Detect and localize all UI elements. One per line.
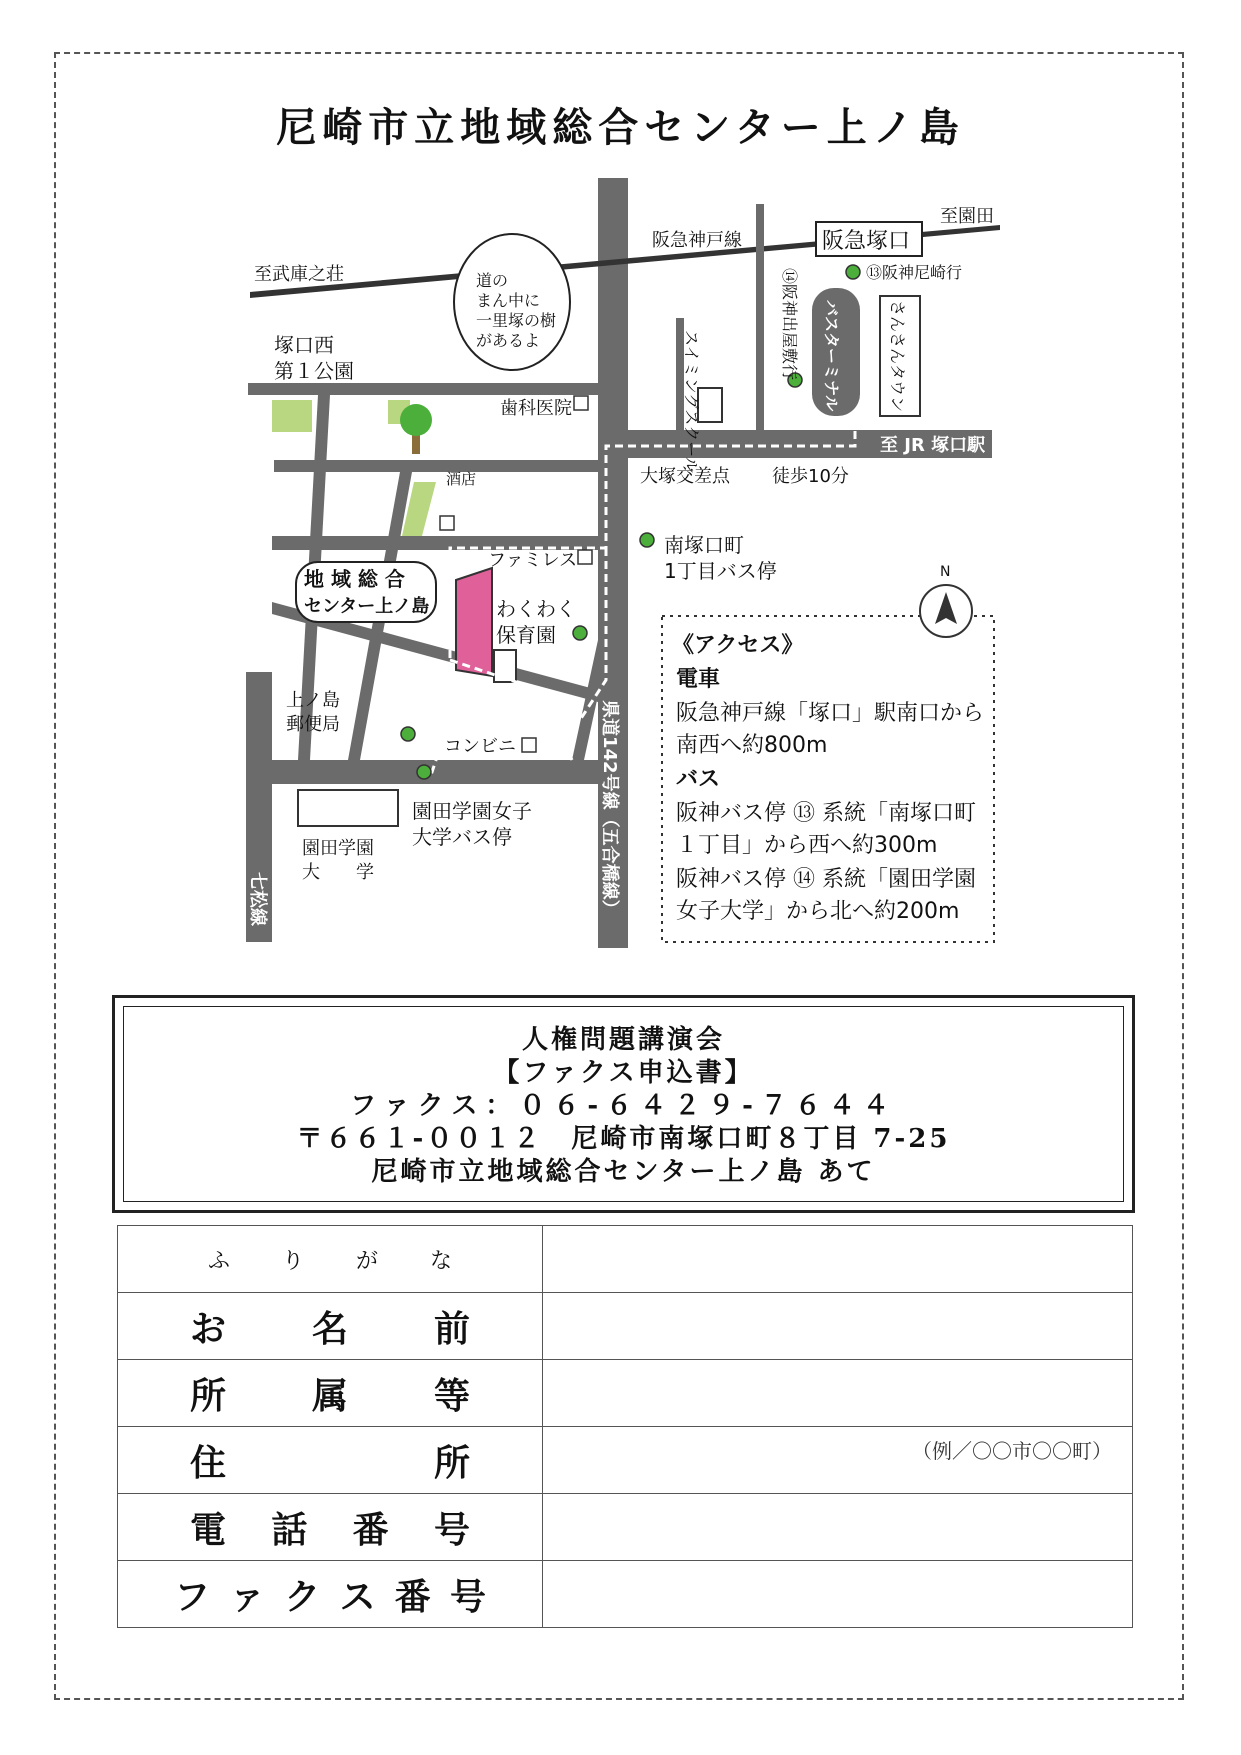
form-title: 【ファクス申込書】 [493, 1058, 754, 1088]
sonoda-univ-building [298, 790, 398, 826]
table-row [118, 1226, 1133, 1293]
bus-stop-conv-icon [401, 727, 415, 741]
fax-number: ファクス：０６-６４２９-７６４４ [350, 1091, 897, 1121]
label-to-mukonoso: 至武庫之荘 [254, 264, 344, 285]
table-row [118, 1494, 1133, 1561]
label-shichimatsu: 七松線 [247, 872, 268, 926]
furigana-field[interactable] [543, 1226, 1133, 1293]
access-train-1: 阪急神戸線「塚口」駅南口から [676, 701, 985, 726]
park-area [272, 400, 312, 432]
table-row [118, 1293, 1133, 1360]
access-bus-3: 阪神バス停 ⑭ 系統「園田学園 [676, 867, 976, 892]
label-tree-callout-4: があるよ [476, 331, 541, 350]
access-bus-2: １丁目」から西へ約300m [676, 833, 938, 858]
label-tree-callout-2: まん中に [476, 291, 541, 310]
label-sonoda-stop-2: 大学バス停 [412, 825, 512, 849]
ichirizuka-tree-icon [400, 404, 432, 454]
label-convenience: コンビニ [444, 736, 516, 757]
label-post-1: 上ノ島 [286, 690, 340, 711]
label-sonoda-univ-2: 大 学 [302, 862, 374, 883]
phone-field[interactable] [543, 1494, 1133, 1561]
application-form-table [117, 1225, 1133, 1628]
label-otsuka: 大塚交差点 [640, 466, 730, 487]
fax-header-box [112, 995, 1135, 1213]
label-sansan-town: さんさんタウン [888, 300, 907, 413]
road [756, 204, 764, 430]
label-liquor: 酒店 [446, 470, 477, 488]
center-building [456, 568, 492, 676]
label-to-jr: 至 JR 塚口駅 [880, 435, 986, 456]
label-nursery-1: わくわく [496, 597, 576, 621]
label-post-2: 郵便局 [286, 714, 340, 735]
label-stop13: ⑬阪神尼崎行 [866, 263, 963, 282]
label-family-restaurant: ファミレス [488, 550, 578, 571]
bus-stop-sonoda-icon [417, 765, 431, 779]
access-train-2: 南西へ約800m [676, 733, 828, 758]
label-affiliation: 所 属 等 [118, 1360, 543, 1427]
label-furigana: ふ り が な [118, 1226, 543, 1293]
label-minami-2: 1丁目バス停 [664, 559, 777, 583]
table-row [118, 1427, 1133, 1494]
label-address: 住 所 [118, 1427, 543, 1494]
label-stop14: ⑭阪神出屋敷行 [780, 268, 799, 381]
label-fax: フ ァ ク ス 番 号 [118, 1561, 543, 1628]
affiliation-field[interactable] [543, 1360, 1133, 1427]
addressee: 尼崎市立地域総合センター上ノ島 あて [371, 1157, 876, 1187]
access-heading: 《アクセス》 [672, 633, 804, 658]
label-tree-callout-3: 一里塚の樹 [476, 311, 557, 330]
label-to-sonoda: 至園田 [940, 206, 994, 227]
access-bus-label: バス [676, 767, 721, 792]
access-bus-4: 女子大学」から北へ約200m [676, 899, 960, 924]
label-tree-callout-1: 道の [476, 271, 509, 290]
access-bus-1: 阪神バス停 ⑬ 系統「南塚口町 [676, 801, 976, 826]
label-nursery-2: 保育園 [496, 623, 556, 647]
table-row [118, 1360, 1133, 1427]
event-title: 人権問題講演会 [521, 1025, 725, 1055]
label-hankyu-tsukaguchi: 阪急塚口 [822, 229, 911, 254]
label-sonoda-univ-1: 園田学園 [302, 838, 374, 859]
fax-field[interactable] [543, 1561, 1133, 1628]
label-park-1: 塚口西 [274, 333, 334, 357]
access-train-label: 電車 [676, 667, 721, 692]
label-center-2: センター上ノ島 [304, 596, 430, 617]
address: 〒６６１-００１２ 尼崎市南塚口町８丁目 7-25 [296, 1124, 951, 1154]
label-sonoda-stop-1: 園田学園女子 [412, 799, 532, 823]
road [248, 383, 598, 395]
bus-stop-13-icon [846, 265, 860, 279]
label-walk: 徒歩10分 [772, 466, 849, 487]
label-swimming: スイミングスクール [682, 330, 701, 473]
label-phone: 電 話 番 号 [118, 1494, 543, 1561]
address-field[interactable] [543, 1427, 1133, 1494]
label-center-1: 地 域 総 合 [304, 567, 405, 591]
label-minami-1: 南塚口町 [664, 533, 744, 557]
label-dental: 歯科医院 [500, 398, 572, 419]
page-title: 尼崎市立地域総合センター上ノ島 [276, 104, 965, 151]
label-park-2: 第１公園 [274, 359, 354, 383]
bus-stop-minami-icon [640, 533, 654, 547]
address-example: （例／〇〇市〇〇町） [912, 1439, 1112, 1463]
label-bus-terminal: バスターミナル [822, 300, 841, 412]
bus-stop-nursery-icon [573, 626, 587, 640]
label-name: お 名 前 [118, 1293, 543, 1360]
label-hankyu-line: 阪急神戸線 [652, 230, 742, 251]
label-route142: 県道142号線（五合橋線） [599, 700, 620, 918]
label-north: N [940, 564, 951, 580]
name-field[interactable] [543, 1293, 1133, 1360]
table-row [118, 1561, 1133, 1628]
